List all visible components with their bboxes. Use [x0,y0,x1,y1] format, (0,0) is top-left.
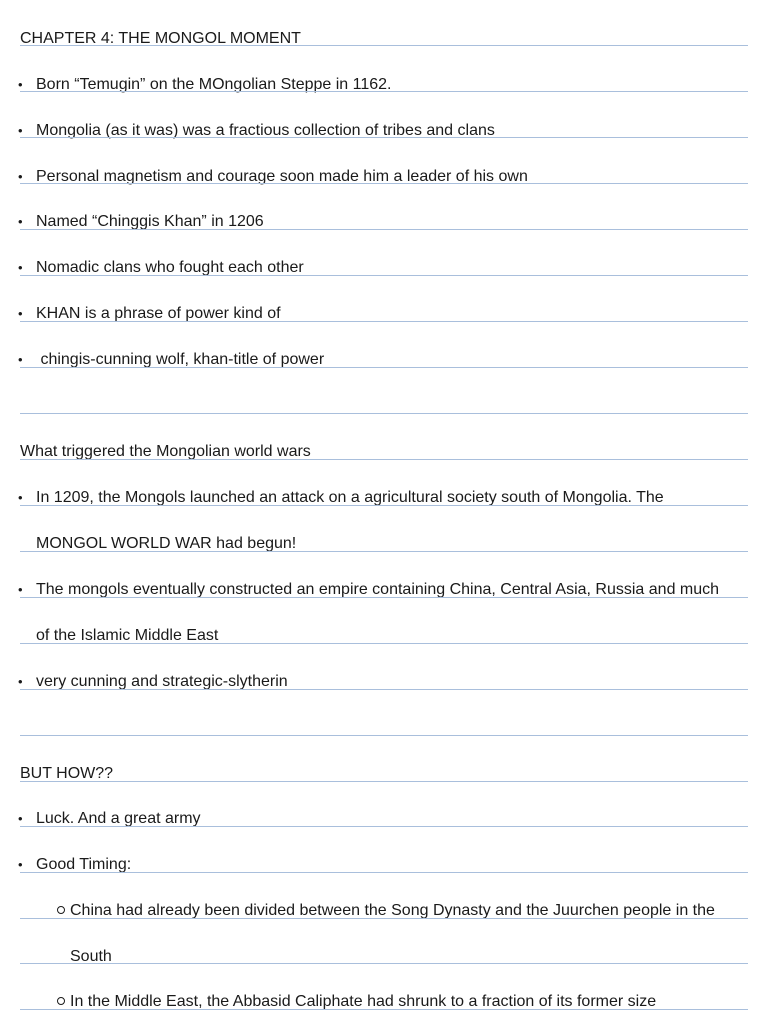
list-item-text: Born “Temugin” on the MOngolian Steppe in 1162. [36,76,392,93]
list-item-text: Personal magnetism and courage soon made him a leader of his own [36,168,528,185]
ruled-line [20,551,748,552]
bullet-dot: • [18,77,23,92]
ruled-line [20,321,748,322]
list-item-text: The mongols eventually constructed an empire containing China, Central Asia, Russia and much [36,581,720,598]
ruled-line [20,45,748,46]
bullet-dot: • [18,857,23,872]
ruled-line [20,229,748,230]
ruled-line [20,826,748,827]
ruled-line [20,918,748,919]
title-text: CHAPTER 4: THE MONGOL MOMENT [20,30,301,47]
list-item-text: Mongolia (as it was) was a fractious collection of tribes and clans [36,122,495,139]
bullet-dot: • [18,123,23,138]
bullet-dot: • [18,582,23,597]
bullet-dot: • [18,169,23,184]
ruled-line [20,505,748,506]
list-item-text: KHAN is a phrase of power kind of [36,305,281,322]
list-item-text: Luck. And a great army [36,810,201,827]
list-item-text: of the Islamic Middle East [36,627,219,644]
hollow-bullet-icon [57,997,65,1005]
bullet-dot: • [18,214,23,229]
bullet-dot: • [18,306,23,321]
list-item-text: In 1209, the Mongols launched an attack on a agricultural society south of Mongolia. The [36,489,664,506]
ruled-line [20,459,748,460]
list-item-text: MONGOL WORLD WAR had begun! [36,535,297,552]
section-heading-text: BUT HOW?? [20,765,114,782]
ruled-line [20,183,748,184]
bullet-dot: • [18,352,23,367]
ruled-line [20,872,748,873]
ruled-line [20,1009,748,1010]
bullet-dot: • [18,260,23,275]
list-item-text: Nomadic clans who fought each other [36,259,304,276]
list-item-text: chingis-cunning wolf, khan-title of power [36,351,325,368]
list-item-text: Named “Chinggis Khan” in 1206 [36,213,264,230]
ruled-line [20,367,748,368]
ruled-line [20,597,748,598]
ruled-line [20,963,748,964]
ruled-line [20,735,748,736]
ruled-line [20,643,748,644]
list-item-text: very cunning and strategic-slytherin [36,673,288,690]
ruled-line [20,137,748,138]
sub-list-item-text: South [70,948,112,965]
ruled-line [20,91,748,92]
sub-list-item-text: China had already been divided between the Song Dynasty and the Juurchen people in the [70,902,715,919]
ruled-line [20,413,748,414]
section-heading-text: What triggered the Mongolian world wars [20,443,311,460]
hollow-bullet-icon [57,906,65,914]
ruled-line [20,275,748,276]
bullet-dot: • [18,674,23,689]
ruled-line [20,781,748,782]
bullet-dot: • [18,490,23,505]
ruled-line [20,689,748,690]
sub-list-item-text: In the Middle East, the Abbasid Caliphate had shrunk to a fraction of its former size [70,993,657,1010]
bullet-dot: • [18,811,23,826]
list-item-text: Good Timing: [36,856,132,873]
